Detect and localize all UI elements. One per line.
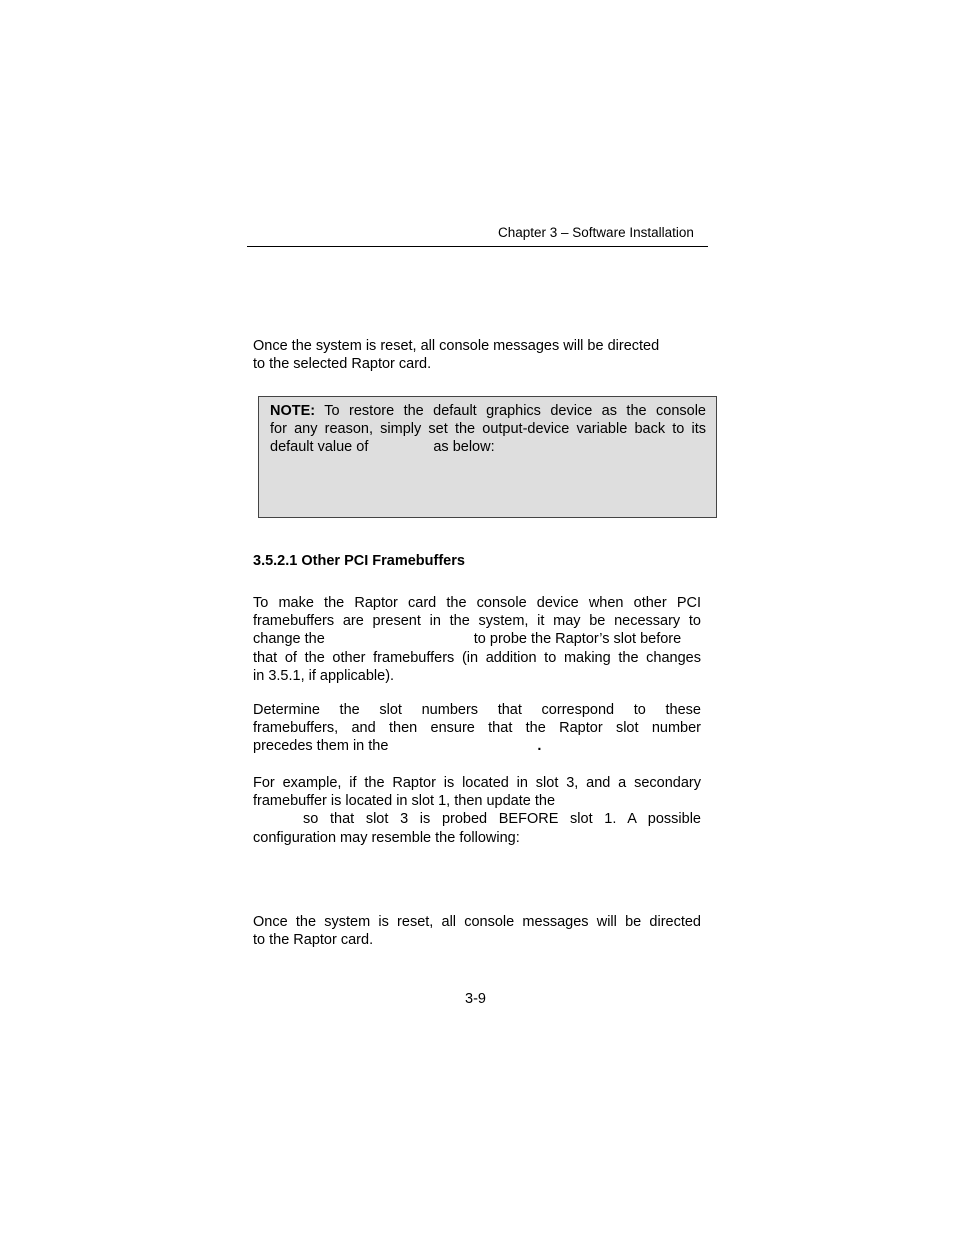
paragraph-other-framebuffers (253, 594, 701, 685)
page-number: 3-9 (465, 991, 486, 1007)
text-line: framebuffer is located in slot 1, then update the (253, 793, 556, 810)
text-line: that of the other framebuffers (in addition to making the changes (253, 649, 701, 666)
text-fragment: change the (253, 631, 325, 648)
running-header: Chapter 3 – Software Installation (498, 225, 694, 240)
text-fragment: precedes them in the (253, 738, 389, 755)
note-line-1 (270, 402, 706, 420)
header-rule (247, 246, 708, 247)
paragraph-reset-selected (253, 337, 701, 373)
note-box (258, 396, 717, 518)
note-text (270, 402, 706, 457)
text-line: Once the system is reset, all console messages will be directed (253, 338, 660, 354)
text-line: Once the system is reset, all console messages will be directed (253, 914, 701, 930)
text-line: in 3.5.1, if applicable). (253, 667, 395, 684)
text-fragment: default value of (270, 439, 369, 456)
text-fragment: as below: (433, 439, 495, 456)
paragraph-determine-slots (253, 701, 701, 756)
text-line: framebuffers are present in the system, it may be necessary to (253, 613, 701, 630)
text-line: framebuffers, and then ensure that the Raptor slot number (253, 720, 701, 737)
note-line-2: for any reason, simply set the output-device variable back to its (270, 421, 706, 438)
text-line: To restore the default graphics device as the console (324, 403, 706, 419)
paragraph-example (253, 774, 701, 847)
text-line: Determine the slot numbers that correspond to these (253, 702, 701, 718)
text-line: To make the Raptor card the console device when other PCI (253, 595, 701, 611)
text-line: so that slot 3 is probed BEFORE slot 1. A possible (303, 811, 701, 828)
paragraph-reset-raptor (253, 913, 701, 949)
note-line-3 (270, 438, 706, 456)
note-label: NOTE: (270, 403, 316, 419)
text-line: to the selected Raptor card. (253, 356, 432, 373)
text-line (253, 737, 701, 755)
text-line: For example, if the Raptor is located in slot 3, and a secondary (253, 775, 701, 791)
section-heading: 3.5.2.1 Other PCI Framebuffers (253, 553, 465, 569)
text-line: to the Raptor card. (253, 932, 374, 949)
text-fragment: . (537, 738, 542, 755)
text-fragment: to probe the Raptor’s slot before (473, 631, 682, 648)
text-line: configuration may resemble the following: (253, 829, 520, 846)
text-line (253, 630, 701, 648)
